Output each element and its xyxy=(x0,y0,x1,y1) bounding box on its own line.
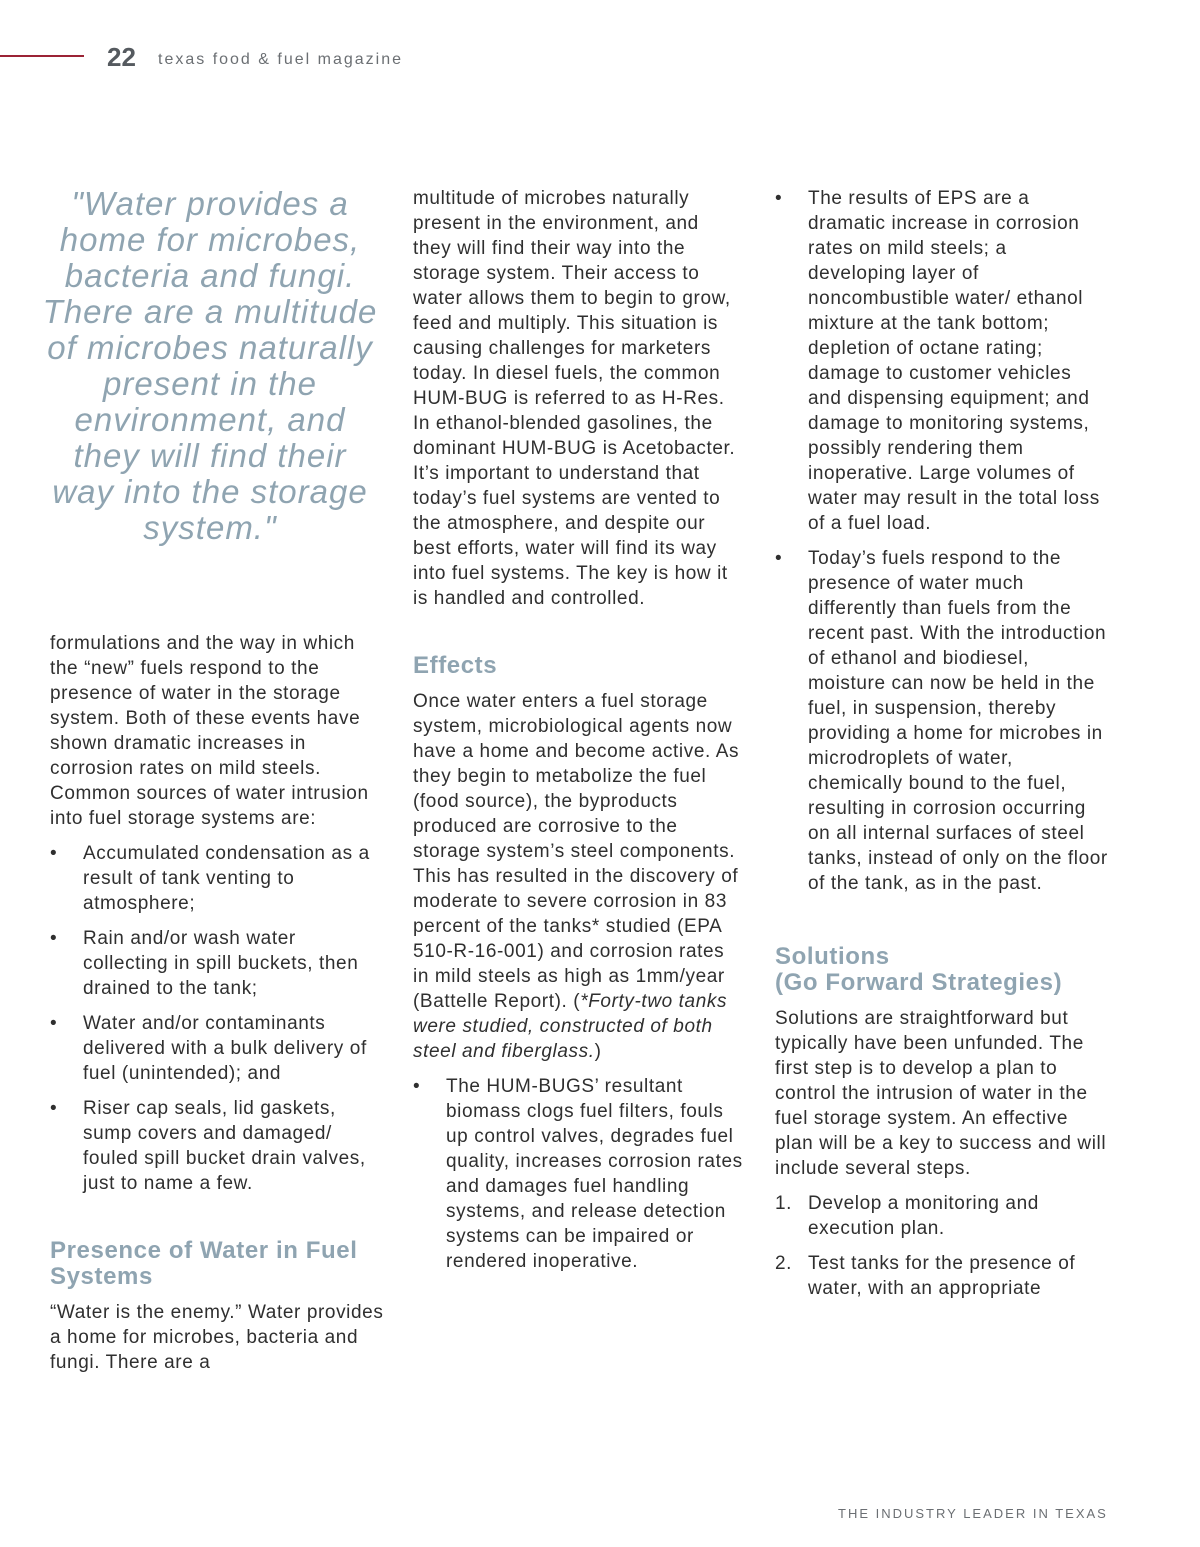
header-rule xyxy=(0,55,84,57)
list-item: • The results of EPS are a dramatic increase in corrosion rates on mild steels; a developing layer of noncombustible water/ ethanol mixture at the tank bottom; depletion of octane rating; damage to customer vehicles and dispensing equipment; and damage to monitoring systems, possibly rendering them inoperative. Large volumes of water may result in the total loss of a fuel load. xyxy=(775,188,1100,534)
heading-effects: Effects xyxy=(413,652,498,679)
list-item: • Riser cap seals, lid gaskets, sump covers and damaged/ fouled spill bucket drain valves, just to name a few. xyxy=(50,1098,366,1194)
bullet-marker: • xyxy=(50,843,58,864)
footer-tagline: THE INDUSTRY LEADER IN TEXAS xyxy=(838,1506,1108,1521)
list-item: • Today’s fuels respond to the presence of water much differently than fuels from the recent past. With the introduction of ethanol and biodiesel, moisture can now be held in the fuel, in suspension, thereby providing a home for microbes in microdroplets of water, chemically bound to the fuel, resulting in corrosion occurring on all internal surfaces of steel tanks, instead of only on the floor of the tank, as in the past. xyxy=(775,548,1108,894)
bullet-marker: • xyxy=(50,928,58,949)
list-item: • Accumulated condensation as a result of tank venting to atmosphere; xyxy=(50,843,370,914)
bullet-marker: • xyxy=(50,1013,58,1034)
bullet-marker: • xyxy=(775,548,783,569)
magazine-name: texas food & fuel magazine xyxy=(158,51,404,68)
water-sources-list xyxy=(50,841,385,1196)
bullet-marker: • xyxy=(413,1076,421,1097)
pull-quote: "Water provides a home for microbes, bacteria and fungi. There are a multitude of microbes naturally present in the environment, and they will find their way into the storage system." xyxy=(42,185,378,546)
steps-list xyxy=(775,1191,1110,1301)
column-1 xyxy=(50,631,385,1375)
bullet-marker: • xyxy=(50,1098,58,1119)
effects-list-continued xyxy=(775,186,1110,896)
solutions-paragraph: Solutions are straightforward but typically have been unfunded. The first step is to develop a plan to control the intrusion of water in the fuel storage system. An effective plan will be a key to success and will include several steps. xyxy=(775,1008,1107,1179)
footnote-italic: *Forty-two tanks were studied, constructed of both steel and fiberglass. xyxy=(413,991,728,1062)
list-item: 2. Test tanks for the presence of water, with an appropriate xyxy=(775,1253,1076,1299)
column-3 xyxy=(775,186,1110,1311)
column-2-continuation: multitude of microbes naturally present in the environment, and they will find their way into the storage system. Their access to water allows them to begin to grow, feed and multiply. This situation is causing challenges for marketers today. In diesel fuels, the common HUM-BUG is referred to as H-Res. In ethanol-blended gasolines, the dominant HUM-BUG is Acetobacter. It’s important to understand that today’s fuel systems are vented to the atmosphere, and despite our best efforts, water will find its way into fuel systems. The key is how it is handled and controlled. xyxy=(413,188,736,609)
heading-presence-of-water: Presence of Water in Fuel Systems xyxy=(50,1237,358,1290)
column-2 xyxy=(413,186,743,1284)
effects-paragraph: Once water enters a fuel storage system, microbiological agents now have a home and become active. As they begin to metabolize the fuel (food source), the byproducts produced are corrosive to the storage system’s steel components. This has resulted in the discovery of moderate to severe corrosion in 83 percent of the tanks* studied (EPA 510-R-16-001) and corrosion rates in mild steels as high as 1mm/year (Battelle Report). (*Forty-two tanks were studied, constructed of both steel and fiberglass.) xyxy=(413,691,740,1062)
list-item: • The HUM-BUGS’ resultant biomass clogs fuel filters, fouls up control valves, degrades fuel quality, increases corrosion rates and damages fuel handling systems, and release detection systems can be impaired or rendered inoperative. xyxy=(413,1076,743,1272)
list-item: • Rain and/or wash water collecting in spill buckets, then drained to the tank; xyxy=(50,928,359,999)
presence-paragraph: “Water is the enemy.” Water provides a home for microbes, bacteria and fungi. There are a xyxy=(50,1302,384,1373)
column-1-intro: formulations and the way in which the “new” fuels respond to the presence of water in the storage system. Both of these events have shown dramatic increases in corrosion rates on mild steels. Common sources of water intrusion into fuel storage systems are: xyxy=(50,633,369,829)
bullet-marker: • xyxy=(775,188,783,209)
heading-solutions: Solutions (Go Forward Strategies) xyxy=(775,943,1063,996)
step-number: 2. xyxy=(775,1253,793,1274)
effects-list xyxy=(413,1074,743,1274)
list-item: 1. Develop a monitoring and execution plan. xyxy=(775,1193,1039,1239)
page-number: 22 xyxy=(107,42,136,72)
step-number: 1. xyxy=(775,1193,793,1214)
list-item: • Water and/or contaminants delivered with a bulk delivery of fuel (unintended); and xyxy=(50,1013,367,1084)
